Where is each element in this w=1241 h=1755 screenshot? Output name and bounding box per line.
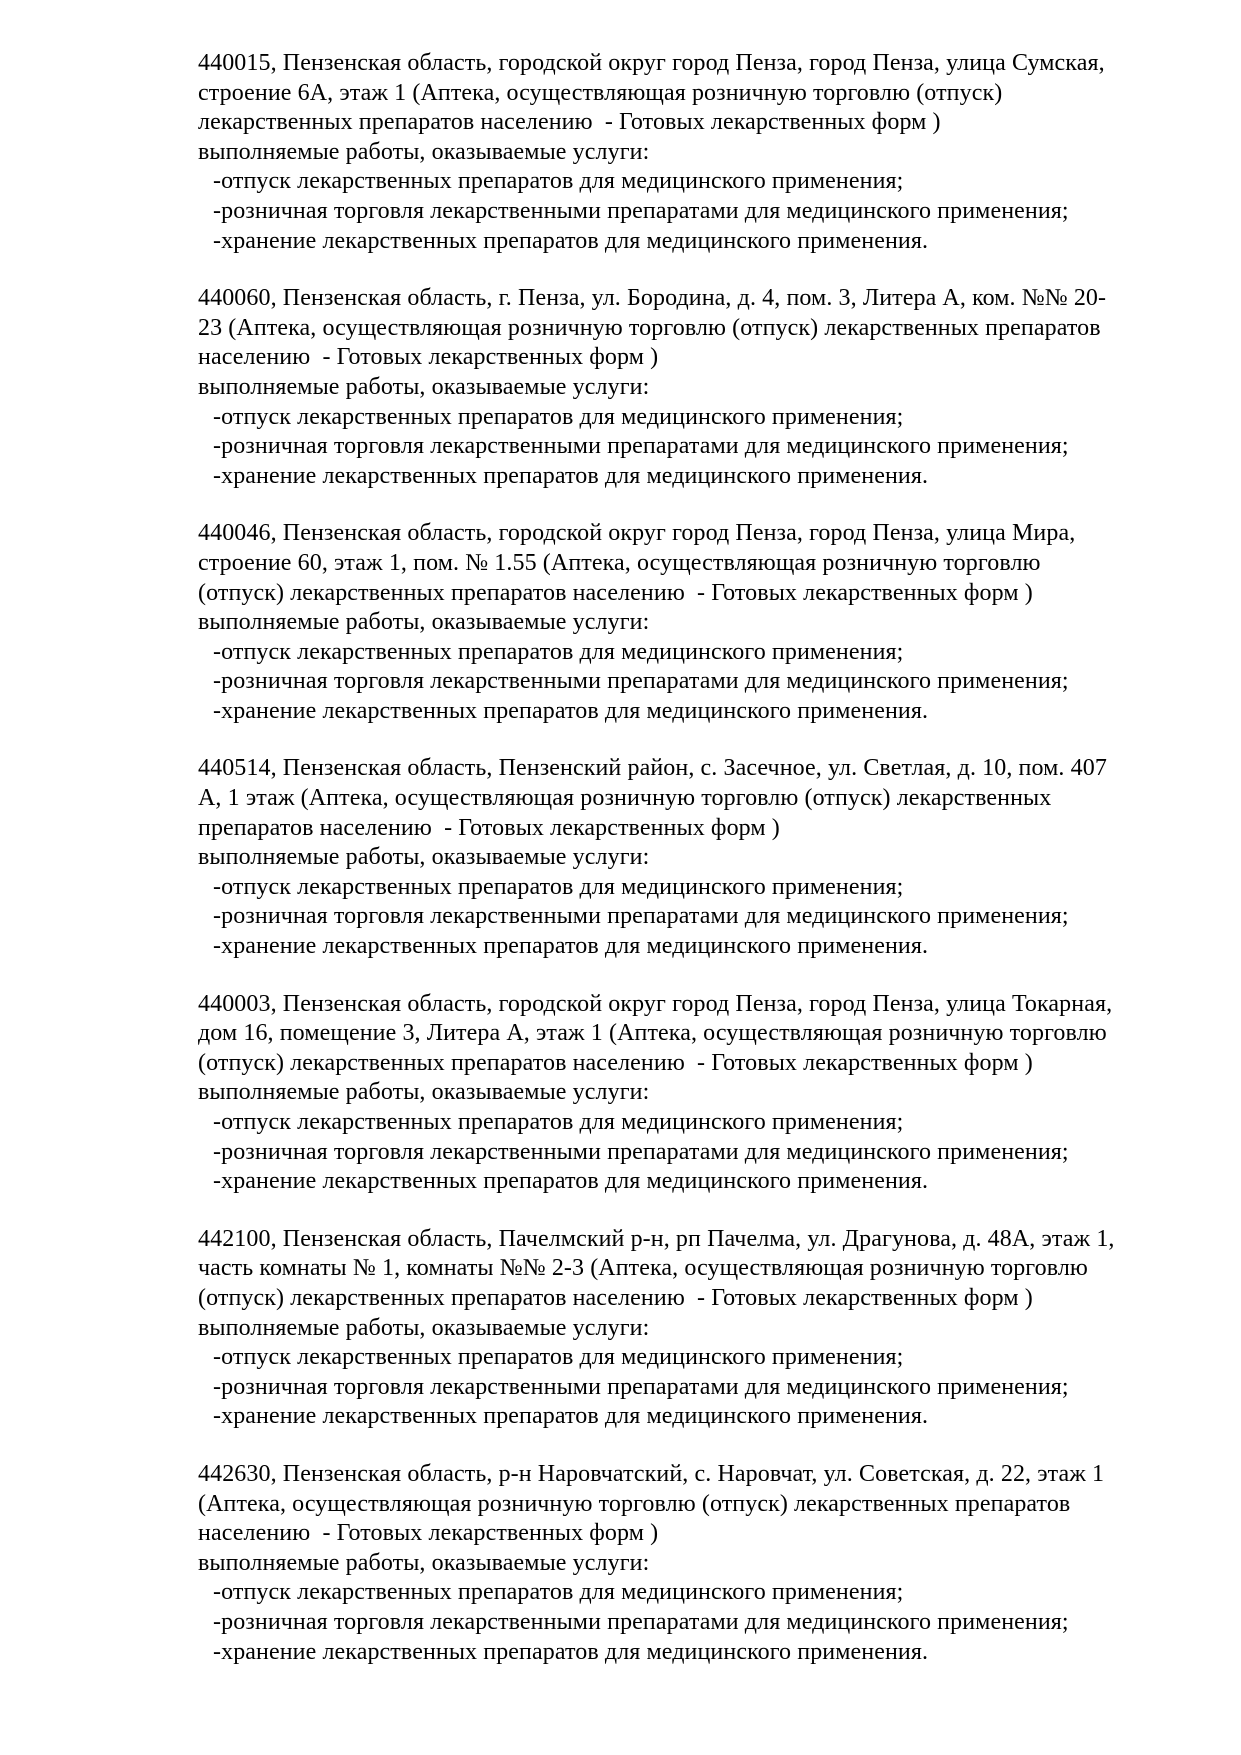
service-item: -розничная торговля лекарственными препаратами для медицинского применения;	[213, 197, 1069, 224]
service-item: -розничная торговля лекарственными препаратами для медицинского применения;	[213, 433, 1069, 460]
license-entry	[198, 754, 1201, 961]
works-services-label: выполняемые работы, оказываемые услуги:	[198, 609, 650, 636]
service-item: -хранение лекарственных препаратов для медицинского применения.	[213, 933, 929, 960]
service-item: -отпуск лекарственных препаратов для медицинского применения;	[213, 873, 904, 900]
service-item: -отпуск лекарственных препаратов для медицинского применения;	[213, 1579, 904, 1606]
service-item: -хранение лекарственных препаратов для медицинского применения.	[213, 1403, 929, 1430]
license-entry	[198, 990, 1201, 1197]
address-line: строение 6А, этаж 1 (Аптека, осуществляющая розничную торговлю (отпуск)	[198, 79, 1003, 106]
address-line: А, 1 этаж (Аптека, осуществляющая розничную торговлю (отпуск) лекарственных	[198, 785, 1052, 812]
address-line: 440015, Пензенская область, городской округ город Пенза, город Пенза, улица Сумская,	[198, 50, 1105, 76]
works-services-label: выполняемые работы, оказываемые услуги:	[198, 373, 650, 400]
address-line: 440514, Пензенская область, Пензенский район, с. Засечное, ул. Светлая, д. 10, пом. 407	[198, 755, 1107, 782]
service-item: -хранение лекарственных препаратов для медицинского применения.	[213, 462, 929, 489]
service-item: -розничная торговля лекарственными препаратами для медицинского применения;	[213, 1138, 1069, 1165]
address-line: 442100, Пензенская область, Пачелмский р-н, рп Пачелма, ул. Драгунова, д. 48А, этаж 1,	[198, 1225, 1115, 1252]
works-services-label: выполняемые работы, оказываемые услуги:	[198, 1079, 650, 1106]
service-item: -отпуск лекарственных препаратов для медицинского применения;	[213, 1344, 904, 1371]
address-line: дом 16, помещение 3, Литера А, этаж 1 (Аптека, осуществляющая розничную торговлю	[198, 1020, 1107, 1047]
address-line: населению - Готовых лекарственных форм )	[198, 344, 659, 371]
address-line: 440003, Пензенская область, городской округ город Пенза, город Пенза, улица Токарная,	[198, 990, 1113, 1017]
service-item: -отпуск лекарственных препаратов для медицинского применения;	[213, 638, 904, 665]
address-line: лекарственных препаратов населению - Готовых лекарственных форм )	[198, 109, 941, 136]
license-entries-list	[198, 49, 1201, 1667]
service-item: -хранение лекарственных препаратов для медицинского применения.	[213, 1168, 929, 1195]
address-line: (отпуск) лекарственных препаратов населению - Готовых лекарственных форм )	[198, 579, 1033, 606]
service-item: -отпуск лекарственных препаратов для медицинского применения;	[213, 168, 904, 195]
service-item: -розничная торговля лекарственными препаратами для медицинского применения;	[213, 1608, 1069, 1635]
works-services-label: выполняемые работы, оказываемые услуги:	[198, 1314, 650, 1341]
address-line: 440046, Пензенская область, городской округ город Пенза, город Пенза, улица Мира,	[198, 520, 1076, 547]
service-item: -хранение лекарственных препаратов для медицинского применения.	[213, 227, 929, 254]
license-entry	[198, 1460, 1201, 1667]
address-line: часть комнаты № 1, комнаты №№ 2-3 (Аптека, осуществляющая розничную торговлю	[198, 1255, 1088, 1282]
license-entry	[198, 519, 1201, 726]
service-item: -розничная торговля лекарственными препаратами для медицинского применения;	[213, 668, 1069, 695]
address-line: (отпуск) лекарственных препаратов населению - Готовых лекарственных форм )	[198, 1049, 1033, 1076]
address-line: (Аптека, осуществляющая розничную торговлю (отпуск) лекарственных препаратов	[198, 1490, 1071, 1517]
service-item: -розничная торговля лекарственными препаратами для медицинского применения;	[213, 1373, 1069, 1400]
works-services-label: выполняемые работы, оказываемые услуги:	[198, 1549, 650, 1576]
service-item: -хранение лекарственных препаратов для медицинского применения.	[213, 697, 929, 724]
address-line: 440060, Пензенская область, г. Пенза, ул. Бородина, д. 4, пом. 3, Литера А, ком. №№ 20-	[198, 285, 1107, 312]
license-entry	[198, 1225, 1201, 1432]
address-line: (отпуск) лекарственных препаратов населению - Готовых лекарственных форм )	[198, 1284, 1033, 1311]
license-entry	[198, 49, 1201, 256]
service-item: -хранение лекарственных препаратов для медицинского применения.	[213, 1638, 929, 1665]
service-item: -отпуск лекарственных препаратов для медицинского применения;	[213, 403, 904, 430]
license-entry	[198, 284, 1201, 491]
service-item: -розничная торговля лекарственными препаратами для медицинского применения;	[213, 903, 1069, 930]
address-line: строение 60, этаж 1, пом. № 1.55 (Аптека, осуществляющая розничную торговлю	[198, 549, 1041, 576]
service-item: -отпуск лекарственных препаратов для медицинского применения;	[213, 1109, 904, 1135]
address-line: препаратов населению - Готовых лекарственных форм )	[198, 814, 780, 841]
works-services-label: выполняемые работы, оказываемые услуги:	[198, 138, 650, 165]
address-line: населению - Готовых лекарственных форм )	[198, 1520, 659, 1547]
address-line: 23 (Аптека, осуществляющая розничную торговлю (отпуск) лекарственных препаратов	[198, 314, 1101, 341]
works-services-label: выполняемые работы, оказываемые услуги:	[198, 844, 650, 871]
address-line: 442630, Пензенская область, р-н Наровчатский, с. Наровчат, ул. Советская, д. 22, этаж 1	[198, 1460, 1105, 1487]
